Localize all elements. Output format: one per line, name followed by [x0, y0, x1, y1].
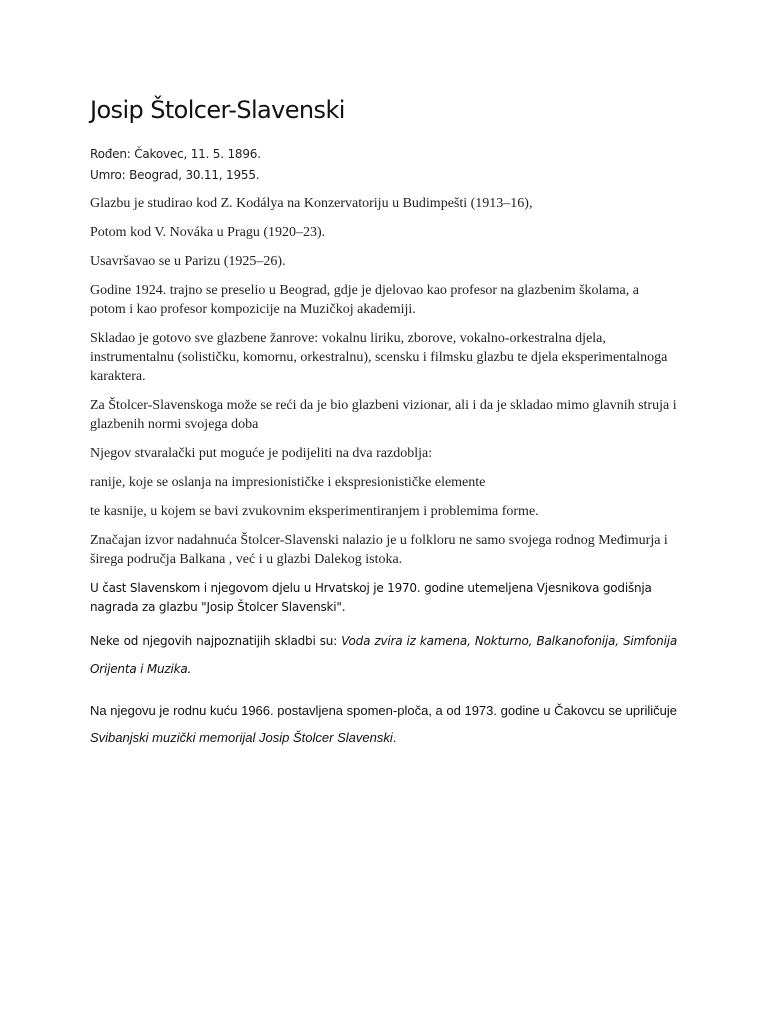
- works-lead: Neke od njegovih najpoznatijih skladbi su:: [90, 634, 342, 648]
- paragraph-works: [90, 627, 677, 683]
- paragraph-early-period: ranije, koje se oslanja na impresionističke i ekspresionističke elemente: [90, 475, 486, 490]
- paragraph-late-period: te kasnije, u kojem se bavi zvukovnim eksperimentiranjem i problemima forme.: [90, 504, 539, 519]
- paragraph-periods: Njegov stvaralački put moguće je podijeliti na dva razdoblja:: [90, 446, 433, 461]
- paragraph-studies: Glazbu je studirao kod Z. Kodálya na Konzervatoriju u Budimpešti (1913–16),: [90, 196, 533, 211]
- paragraph-visionary: Za Štolcer-Slavenskoga može se reći da je bio glazbeni vizionar, ali i da je skladao mimo glavnih struja i glazbenih normi svojega doba: [90, 398, 677, 432]
- paragraph-paris: Usavršavao se u Parizu (1925–26).: [90, 254, 286, 269]
- paragraph-genres: Skladao je gotovo sve glazbene žanrove: vokalnu liriku, zborove, vokalno-orkestralna djela, instrumentalnu (solističku, komornu, orkestralnu), scensku i filmsku glazbu te djela eksperimentalnoga karaktera.: [90, 331, 668, 384]
- paragraph-award: U čast Slavenskom i njegovom djelu u Hrvatskoj je 1970. godine utemeljena Vjesnikova godišnja nagrada za glazbu "Josip Štolcer Slavenski".: [90, 581, 652, 614]
- paragraph-belgrade: Godine 1924. trajno se preselio u Beograd, gdje je djelovao kao profesor na glazbenim školama, a potom i kao profesor kompozicije na Muzičkoj akademiji.: [90, 283, 639, 317]
- page-title: Josip Štolcer-Slavenski: [90, 96, 345, 124]
- paragraph-prague: Potom kod V. Nováka u Pragu (1920–23).: [90, 225, 326, 240]
- paragraph-inspiration: Značajan izvor nadahnuća Štolcer-Slavenski nalazio je u folkloru ne samo svojega rodnog Međimurja i širega područja Balkana , već i u glazbi Dalekog istoka.: [90, 533, 668, 567]
- life-dates: [90, 144, 677, 186]
- memorial-event: Svibanjski muzički memorijal Josip Štolcer Slavenski: [90, 730, 393, 745]
- memorial-lead: Na njegovu je rodnu kuću 1966. postavljena spomen-ploča, a od 1973. godine u Čakovcu se upriličuje: [90, 703, 677, 718]
- works-list: Voda zvira iz kamena, Nokturno, Balkanofonija, Simfonija Orijenta i Muzika.: [90, 634, 678, 676]
- birth-info: Rođen: Čakovec, 11. 5. 1896.: [90, 147, 261, 161]
- document-page: [90, 92, 677, 751]
- paragraph-memorial: [90, 697, 677, 751]
- death-info: Umro: Beograd, 30.11, 1955.: [90, 168, 260, 182]
- memorial-end: .: [392, 730, 397, 745]
